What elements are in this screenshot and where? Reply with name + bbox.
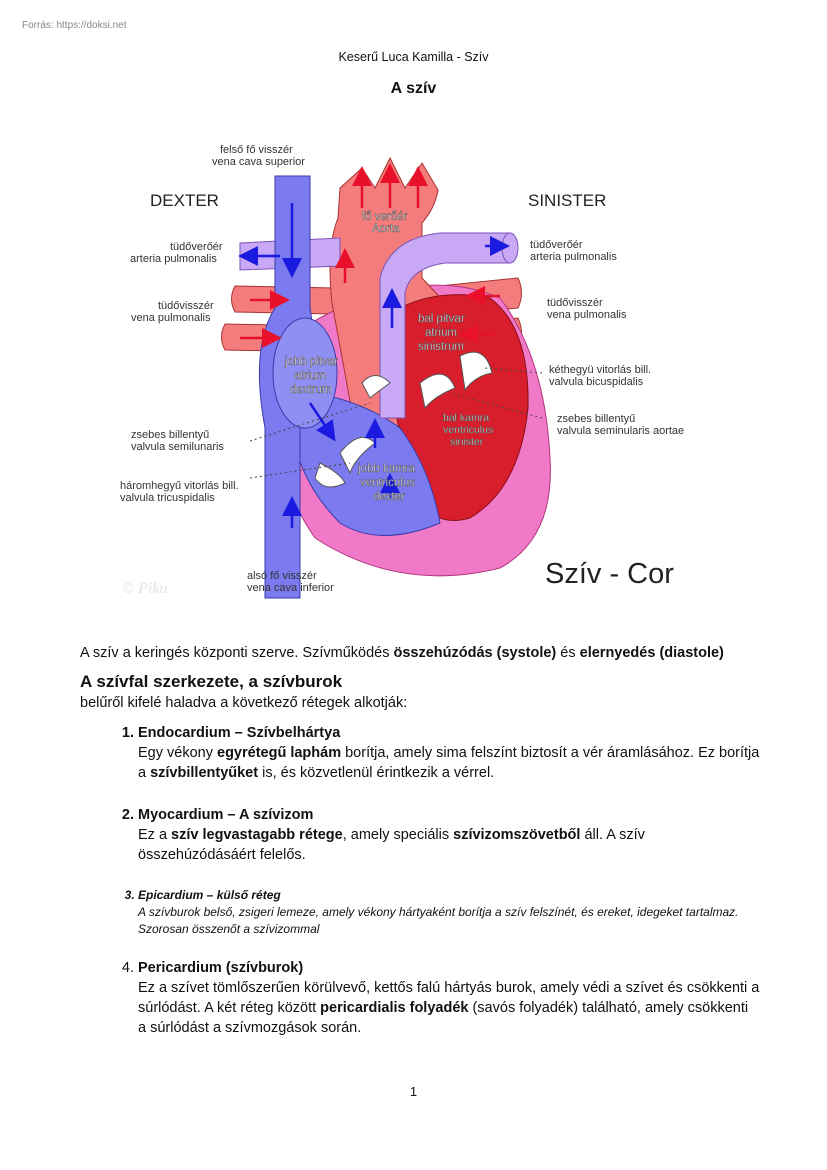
page-title: A szív (390, 80, 437, 97)
heart-diagram (100, 128, 740, 608)
layer-bold: egyrétegű laphám (217, 745, 342, 761)
side-label-sinister: SINISTER (528, 191, 607, 210)
layer-list (80, 723, 760, 1038)
label-tricuspid-2: valvula tricuspidalis (120, 492, 215, 504)
label-lv-1: bal kamra (443, 412, 490, 424)
layer-bold: szív legvastagabb rétege (171, 827, 343, 843)
label-svc-1: felső fő visszér (220, 144, 293, 156)
label-bicuspid-2: valvula bicuspidalis (549, 376, 644, 388)
label-pa-right-2: arteria pulmonalis (530, 251, 617, 263)
label-aorta-2: Aorta (372, 223, 400, 235)
layer-epicardium (138, 887, 760, 938)
label-aortic-valve-2: valvula seminularis aortae (557, 425, 685, 437)
label-rv-2: ventriculus (360, 477, 415, 489)
label-lv-2: ventriculus (443, 424, 494, 436)
layer-title: 4. Pericardium (szívburok) (138, 960, 304, 976)
layer-text: , amely speciális (342, 827, 454, 843)
label-pv-left-1: tüdővisszér (158, 300, 214, 312)
layer-pericardium (138, 958, 760, 1038)
intro-bold-1: összehúzódás (systole) (393, 645, 557, 661)
label-rv-1: jobb kamra (358, 463, 415, 475)
source-note: Forrás: https://doksi.net (22, 20, 127, 31)
label-pa-right-1: tüdőverőér (530, 239, 583, 251)
layer-text: Ez a szívet tömlőszerűen körülvevő, kettős falú hártyás burok, amely védi a szívet és csökkenti a súrlódást. A két réteg között (138, 980, 760, 1016)
label-rv-3: dexter (373, 491, 405, 503)
main-content (80, 643, 760, 1060)
layer-myocardium (138, 805, 760, 865)
section-heading: A szívfal szerkezete, a szívburok (80, 672, 343, 691)
label-ivc-1: alsó fő visszér (247, 570, 317, 582)
layer-text: A szívburok belső, zsigeri lemeze, amely vékony hártyaként borítja a szív felszínét, és ereket, idegeket tartalmaz. Szorosan összenőt a szívizommal (138, 905, 739, 936)
label-pv-left-2: vena pulmonalis (131, 312, 211, 324)
label-pv-right-2: vena pulmonalis (547, 309, 627, 321)
layer-bold: szívizomszövetből (453, 827, 581, 843)
layer-text: (savós folyadék) található, amely csökkenti a súrlódást a szívmozgások során. (138, 1000, 749, 1036)
layer-text: borítja, amely sima felszínt biztosít a vér áramlásához. Ez borítja a (138, 745, 760, 781)
label-la-2: atrium (425, 327, 457, 339)
heart-diagram-svg (100, 128, 740, 608)
label-ra-2: atrium (294, 370, 326, 382)
layer-title: 1. Endocardium – Szívbelhártya (138, 725, 341, 741)
running-head: Keserű Luca Kamilla - Szív (338, 50, 489, 64)
intro-bold-2: elernyedés (diastole) (579, 645, 724, 661)
label-lv-3: sinister (450, 436, 484, 448)
intro-text-1: A szív a keringés központi szerve. Szívműködés (80, 645, 394, 661)
layer-bold: pericardialis folyadék (320, 1000, 469, 1016)
intro-text-2: és (556, 645, 580, 661)
label-ivc-2: vena cava inferior (247, 582, 334, 594)
side-label-dexter: DEXTER (150, 191, 219, 210)
layer-text: áll. A szív összehúzódásáért felelős. (138, 827, 645, 863)
layer-text: Ez a (138, 827, 172, 843)
label-pa-left-1: tüdőverőér (170, 241, 223, 253)
layer-text: Egy vékony (138, 745, 217, 761)
layer-title: 2. Myocardium – A szívizom (138, 807, 314, 823)
label-tricuspid-1: háromhegyű vitorlás bill. (120, 480, 239, 492)
figure-caption: Szív - Cor (545, 558, 674, 590)
label-pa-left-2: arteria pulmonalis (130, 253, 217, 265)
layer-endocardium (138, 723, 760, 783)
layer-title: 3. Epicardium – külső réteg (138, 888, 281, 902)
label-ra-1: jobb pitvar (285, 356, 339, 368)
layer-bold: szívbillentyűket (150, 765, 259, 781)
label-la-3: sinistrum (418, 341, 465, 353)
label-bicuspid-1: kéthegyü vitorlás bill. (549, 364, 652, 376)
label-aorta-1: fő verőér (362, 211, 408, 223)
label-ra-3: dextrum (290, 384, 332, 396)
page-number: 1 (409, 1084, 418, 1099)
label-pulmonary-valve-1: zsebes billentyű (131, 429, 210, 441)
section-subheading: belűről kifelé haladva a következő rétegek alkotják: (80, 695, 408, 711)
intro-paragraph (80, 643, 760, 663)
label-aortic-valve-1: zsebes billentyű (557, 413, 636, 425)
label-svc-2: vena cava superior (212, 156, 305, 168)
label-la-1: bal pitvar (418, 313, 465, 325)
watermark: © Piku (122, 580, 168, 597)
label-pv-right-1: tüdővisszér (547, 297, 603, 309)
label-pulmonary-valve-2: valvula semilunaris (131, 441, 224, 453)
layer-text: is, és közvetlenül érintkezik a vérrel. (258, 765, 495, 781)
